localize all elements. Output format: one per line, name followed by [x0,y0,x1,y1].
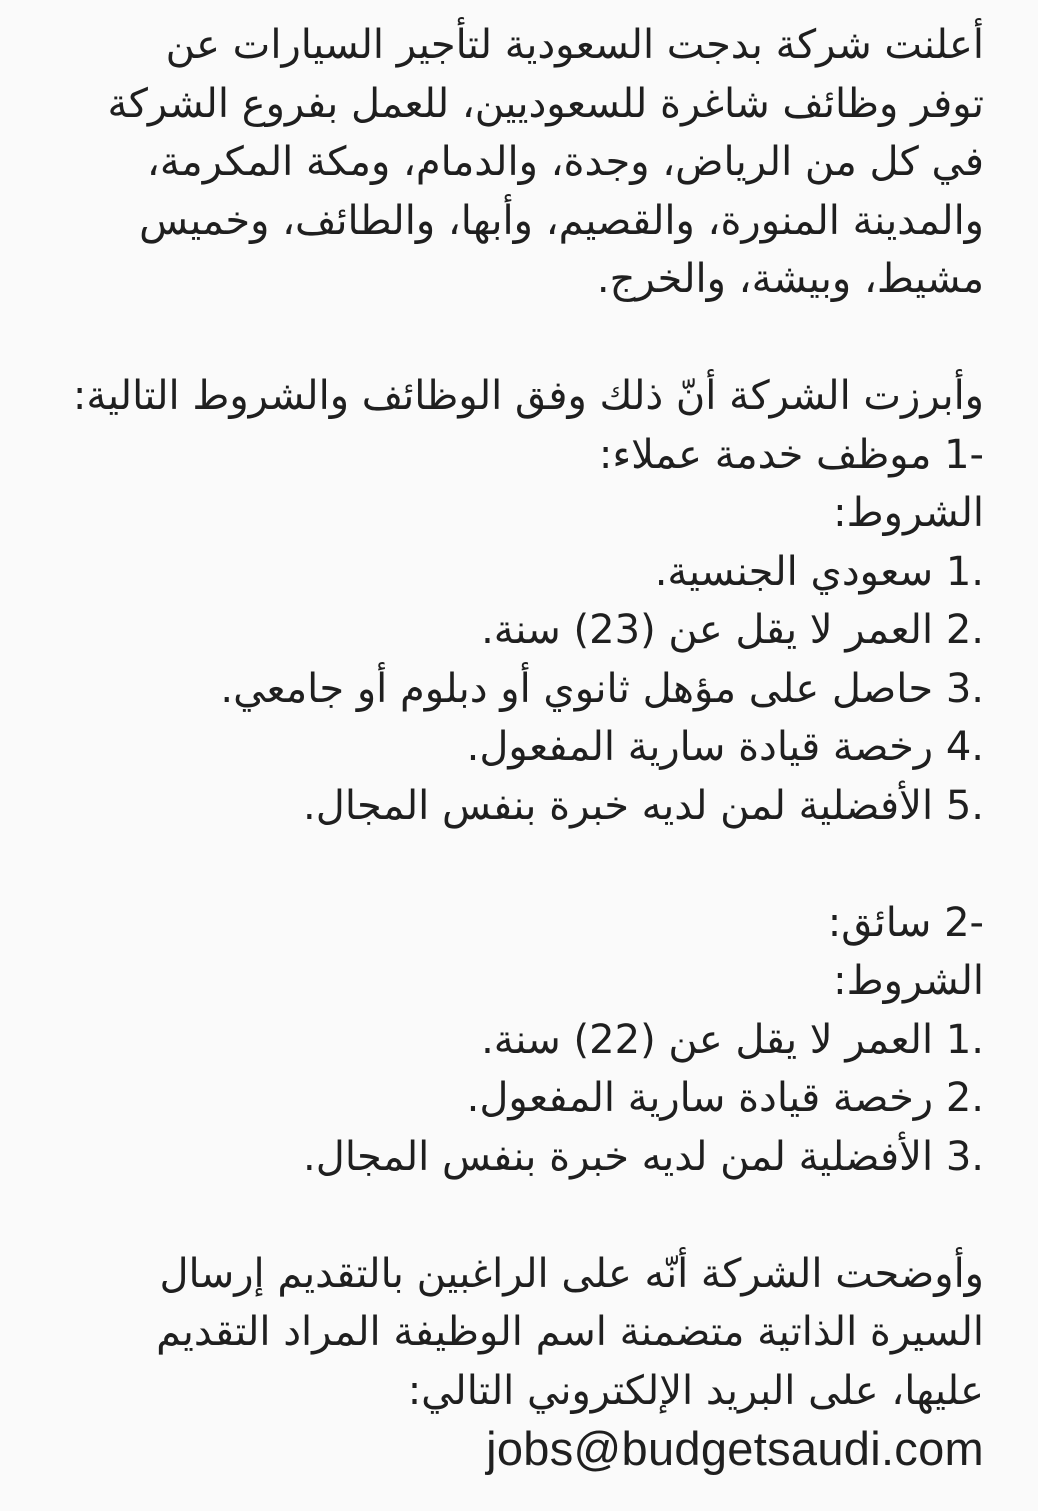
job-number: 1- [944,431,984,478]
email-address: jobs@budgetsaudi.com [486,1422,984,1475]
job-section-customer-service [10,426,984,836]
email-line [10,1420,984,1479]
condition-item: 1. سعودي الجنسية. [654,548,984,595]
job-title: سائق: [827,899,932,946]
intro-paragraph [10,16,984,309]
job-section-driver [10,894,984,1187]
apply-paragraph [10,1245,984,1479]
job-heading [10,894,984,953]
conditions-label: الشروط: [833,490,984,536]
job-number: 2- [944,899,984,946]
intro-line: مشيط، وبيشة، والخرج. [596,256,984,302]
apply-line: عليها، على البريد الإلكتروني التالي: [407,1367,984,1414]
paragraph-gap [10,1186,984,1245]
paragraph-gap [10,309,984,368]
paragraph-gap [10,835,984,894]
jobs-intro: وأبرزت الشركة أنّ ذلك وفق الوظائف والشروط التالية: [72,373,984,419]
condition-item: 3. حاصل على مؤهل ثانوي أو دبلوم أو جامعي. [220,665,984,712]
job-heading [10,426,984,485]
apply-line: السيرة الذاتية متضمنة اسم الوظيفة المراد التقديم [156,1309,984,1355]
condition-item: 2. رخصة قيادة سارية المفعول. [466,1075,984,1121]
intro-line: في كل من الرياض، وجدة، والدمام، ومكة المكرمة، [146,139,984,185]
apply-line: وأوضحت الشركة أنّه على الراغبين بالتقديم إرسال [159,1250,984,1297]
conditions-label: الشروط: [833,958,984,1004]
intro-line: أعلنت شركة بدجت السعودية لتأجير السيارات عن [165,22,984,68]
condition-item: 1. العمر لا يقل عن (22) سنة. [481,1016,984,1063]
job-title: موظف خدمة عملاء: [598,431,932,478]
condition-item: 2. العمر لا يقل عن (23) سنة. [481,607,984,653]
intro-line: توفر وظائف شاغرة للسعوديين، للعمل بفروع الشركة [107,80,984,127]
intro-line: والمدينة المنورة، والقصيم، وأبها، والطائف، وخميس [139,197,984,244]
condition-item: 3. الأفضلية لمن لديه خبرة بنفس المجال. [303,1133,984,1180]
condition-item: 5. الأفضلية لمن لديه خبرة بنفس المجال. [303,782,984,829]
condition-item: 4. رخصة قيادة سارية المفعول. [466,724,984,770]
